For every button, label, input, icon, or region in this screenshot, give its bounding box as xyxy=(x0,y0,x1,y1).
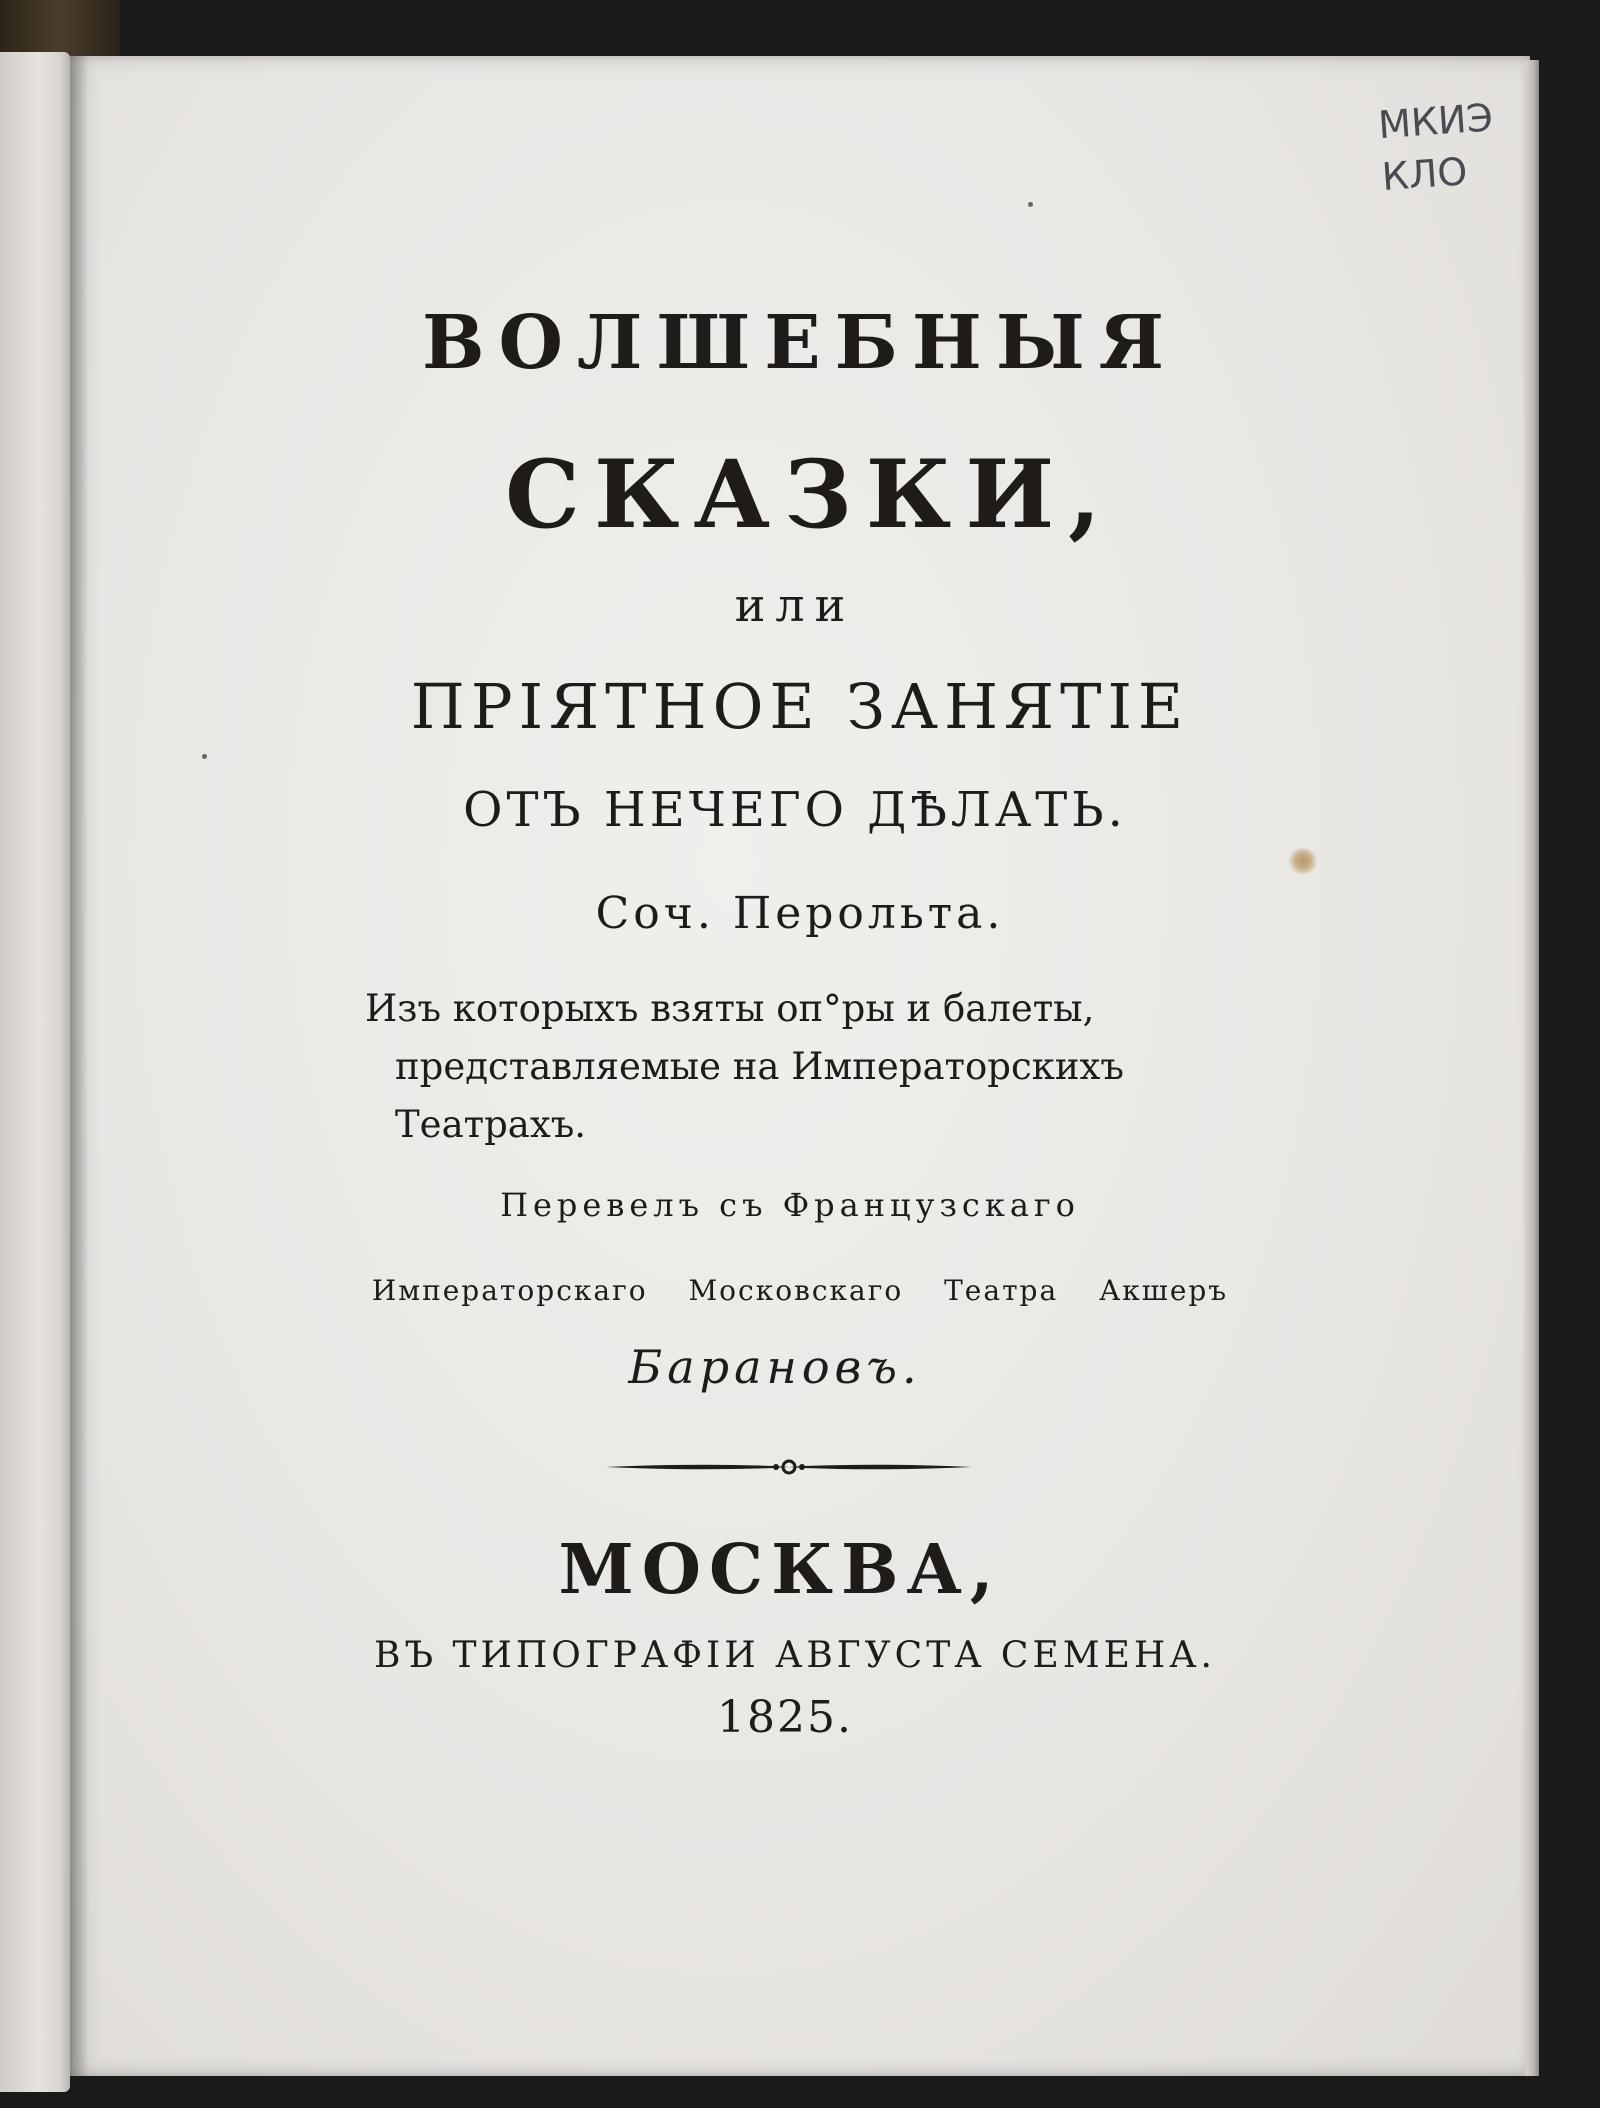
subtitle-line-1: ПРІЯТНОЕ ЗАНЯТІЕ xyxy=(410,670,1190,743)
author-line: Соч. Перольта. xyxy=(595,888,1005,939)
library-pencil-mark xyxy=(1377,91,1504,203)
title-line-1: ВОЛШЕБНЫЯ xyxy=(421,300,1179,386)
translator-name: Барановъ. xyxy=(628,1340,922,1394)
description-line-1: Изъ которыхъ взяты оп°ры и балеты, xyxy=(365,987,1095,1030)
title-line-2: СКАЗКИ, xyxy=(505,440,1115,550)
foxing-stain xyxy=(1288,848,1318,874)
publication-year: 1825. xyxy=(717,1692,853,1743)
translator-position-line: Императорскаго Московскаго Театра Акшеръ xyxy=(371,1274,1229,1307)
description-line-3: Театрахъ. xyxy=(395,1103,587,1146)
paper-speck xyxy=(1028,202,1033,207)
publication-city: МОСКВА, xyxy=(558,1530,1002,1610)
page-gutter-shadow xyxy=(70,56,88,2076)
facing-page-edge xyxy=(0,52,70,2092)
translated-from-line: Перевелъ съ Французскаго xyxy=(500,1186,1080,1224)
title-conjunction: или xyxy=(734,578,856,632)
library-mark-line-2: КЛО xyxy=(1380,149,1469,200)
paper-speck xyxy=(202,754,207,759)
description-line-2: представляемые на Императорскихъ xyxy=(395,1045,1124,1088)
page-fore-edge xyxy=(1525,60,1539,2076)
ornamental-rule xyxy=(604,1452,974,1482)
subtitle-line-2: ОТЪ НЕЧЕГО ДѢЛАТЬ. xyxy=(463,782,1127,838)
printing-house: ВЪ ТИПОГРАФІИ АВГУСТА СЕМЕНА. xyxy=(374,1635,1216,1676)
book-binding xyxy=(0,0,120,60)
description-block xyxy=(365,980,1265,1154)
library-mark-line-1: МКИЭ xyxy=(1376,95,1495,148)
